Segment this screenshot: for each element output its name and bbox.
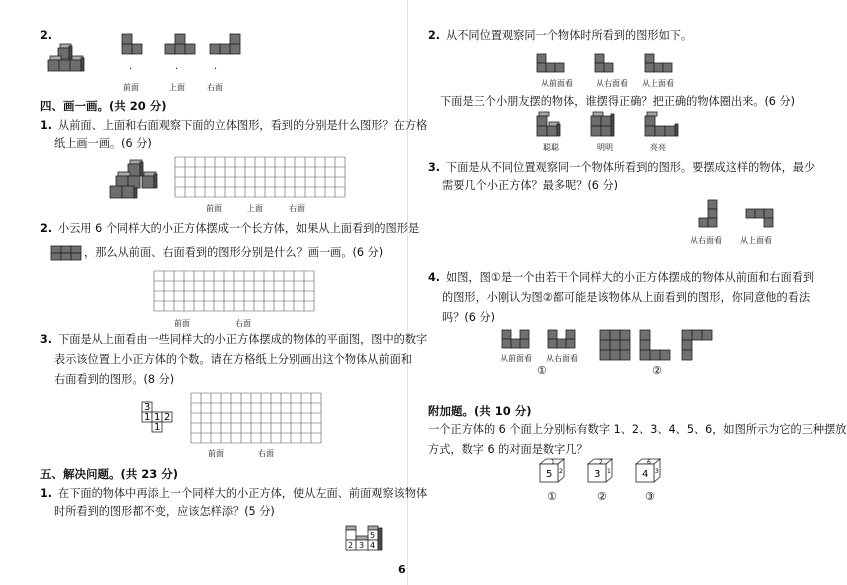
- left-q2-views: [120, 34, 250, 58]
- s4q1-solid: [108, 158, 162, 200]
- plan-cell: 1: [144, 412, 151, 423]
- plan-cell: 1: [154, 412, 161, 423]
- cube-number: 2: [348, 541, 354, 550]
- die-top-number: 2: [599, 459, 603, 466]
- label-front: 前面: [123, 83, 139, 92]
- s4q3-plan-view: [140, 400, 180, 436]
- r-q2-solids[interactable]: [535, 110, 685, 140]
- s4q1-grid-paper[interactable]: [174, 156, 346, 200]
- s4q1-line1: 1. 从前面、上面和右面观察下面的立体图形，看到的分别是什么图形？在方格: [40, 119, 428, 132]
- extra-heading: 附加题。(共 10 分): [428, 404, 532, 418]
- r-q4-line3: 吗？(6 分): [442, 311, 495, 324]
- s4q2-top-view: [50, 245, 84, 261]
- s4q2-line2: ，那么从前面、右面看到的图形分别是什么？画一画。(6 分): [84, 246, 384, 259]
- die-front-number: 5: [546, 469, 553, 480]
- r-q2-line2: 下面是三个小朋友摆的物体，谁摆得正确？把正确的物体圈出来。(6 分): [440, 95, 796, 108]
- worksheet-page: 2. · · · 前面 上面 右面 四、画一画。(共 20 分) 1. 从前面、上面和右面观察下面的立体图形，看到的分别是什么图形？在方格 纸上画一画。(6 分) 前面 上面 右面 2. 小云用 6 个同样大的小正方体摆成一个长方体，如果从上面看到的图形是 ，那么从前面、右面看到的图形分别是什么？画一画。(6 分) 前面 右面 3. 下面是从上面看由一些同样大的小正方体摆成的物体的平面图，图中的数字 表示该位置上小正方体的个数。请在方格纸上分别画出这个物体从前面和 右面看到的图形。(8 分) 3 1 1 2 1 前面 右面 五、解决问题。(共 23 分) 1. 在下面的物体中再添上一个同样大的小正方体，使从左面、前面观察该物体 时所看到的图形都不变，应该怎样添？(5 分) 2 3 4 5 2. 从不同位置观察同一个物体时所看到的图形如下。 从前面看 从右面看 从上面看 下面是三个小朋友摆的物体，谁摆得正确？把正确的物体圈出来。(6 分) 聪聪 明明 亮亮 3. 下面是从不同位置观察同一个物体所看到的图形。要摆成这样的物体，最少 需要几个小正方体？最多呢？(6 分) 从右面看 从上面看 4. 如图，图①是一个由若干个同样大的小正方体摆成的物体从前面和右面看到 的图形，小刚认为图②都可能是该物体从上面看到的图形，你同意他的看法 吗？(6 分) 从前面看 从右面看 ① ② 附加题。(共 10 分) 一个正方体的 6 个面上分别标有数字 1、2、3、4、5、6，如图所示为它的三种摆放 方式，数字 6 的对面是数字几？ 5 1 2 3 2 1 4 6 3 ① ② ③ 6: [0, 0, 800, 585]
- grid1-label-top: 上面: [247, 204, 263, 213]
- section-4-heading: 四、画一画。(共 20 分): [40, 99, 167, 113]
- dice-mark-1: ①: [547, 490, 557, 503]
- die-front-number: 4: [642, 469, 649, 480]
- die-top-number: 1: [551, 459, 555, 466]
- r-q3-line2: 需要几个小正方体？最多呢？(6 分): [442, 179, 619, 192]
- grid3-label-right: 右面: [258, 449, 274, 458]
- die-top-number: 6: [647, 459, 651, 466]
- kid-name: 亮亮: [650, 143, 666, 152]
- grid2-label-front: 前面: [174, 319, 190, 328]
- r-q2-views: [535, 52, 685, 76]
- figure-mark-1: ①: [537, 364, 547, 377]
- die-side-number: 1: [607, 468, 611, 475]
- extra-line2: 方式，数字 6 的对面是数字几？: [428, 443, 588, 456]
- die: [588, 459, 612, 482]
- view-label-top: 从上面看: [642, 79, 674, 88]
- r-q3-views: [698, 198, 788, 232]
- page-number: 6: [398, 563, 406, 576]
- s4q1-line2: 纸上画一画。(6 分): [54, 137, 152, 150]
- r-q2-line1: 2. 从不同位置观察同一个物体时所看到的图形如下。: [428, 29, 693, 42]
- s4q2-line1: 2. 小云用 6 个同样大的小正方体摆成一个长方体，如果从上面看到的图形是: [40, 222, 420, 235]
- s4q3-line1: 3. 下面是从上面看由一些同样大的小正方体摆成的物体的平面图，图中的数字: [40, 333, 428, 346]
- r-q4-line2: 的图形，小刚认为图②都可能是该物体从上面看到的图形，你同意他的看法: [442, 291, 811, 304]
- view-label-front: 从前面看: [541, 79, 573, 88]
- label-right: 右面: [207, 83, 223, 92]
- r-q4-figures: [500, 328, 740, 362]
- grid2-label-right: 右面: [235, 319, 251, 328]
- r-q4-line1: 4. 如图，图①是一个由若干个同样大的小正方体摆成的物体从前面和右面看到: [428, 271, 815, 284]
- left-q2-solid: [46, 40, 91, 76]
- s4q3-line3: 右面看到的图形。(8 分): [54, 373, 175, 386]
- dice-mark-2: ②: [597, 490, 607, 503]
- left-q2-number: 2.: [40, 29, 53, 42]
- section-5-heading: 五、解决问题。(共 23 分): [40, 467, 179, 481]
- s4q3-grid-paper[interactable]: [190, 392, 322, 444]
- q3-label-top: 从上面看: [740, 236, 772, 245]
- s4q3-line2: 表示该位置上小正方体的个数。请在方格纸上分别画出这个物体从前面和: [54, 353, 413, 366]
- die-side-number: 3: [655, 468, 659, 475]
- kid-name: 明明: [597, 143, 613, 152]
- s5q1-line2: 时所看到的图形都不变，应该怎样添？(5 分): [54, 505, 275, 518]
- die-front-number: 3: [594, 469, 601, 480]
- plan-cell: 3: [144, 402, 151, 413]
- die-side-number: 2: [559, 468, 563, 475]
- plan-cell: 2: [164, 412, 171, 423]
- figure-mark-2: ②: [652, 364, 662, 377]
- cube-number: 5: [370, 531, 376, 540]
- die: [636, 459, 660, 482]
- grid1-label-right: 右面: [289, 204, 305, 213]
- q4-label-front: 从前面看: [500, 354, 532, 363]
- view-label-right: 从右面看: [596, 79, 628, 88]
- q3-label-right: 从右面看: [690, 236, 722, 245]
- r-q3-line1: 3. 下面是从不同位置观察同一个物体所看到的图形。要摆成这样的物体，最少: [428, 161, 816, 174]
- grid1-label-front: 前面: [206, 204, 222, 213]
- plan-cell: 1: [154, 422, 161, 433]
- cube-number: 3: [359, 541, 365, 550]
- cube-number: 4: [370, 541, 376, 550]
- q4-label-right: 从右面看: [546, 354, 578, 363]
- die: [540, 459, 564, 482]
- grid3-label-front: 前面: [208, 449, 224, 458]
- extra-line1: 一个正方体的 6 个面上分别标有数字 1、2、3、4、5、6，如图所示为它的三种摆放: [428, 423, 847, 436]
- s5q1-solid: [344, 524, 386, 554]
- s5q1-line1: 1. 在下面的物体中再添上一个同样大的小正方体，使从左面、前面观察该物体: [40, 487, 428, 500]
- label-top: 上面: [169, 83, 185, 92]
- dice-mark-3: ③: [645, 490, 655, 503]
- dice-figures: [536, 458, 676, 492]
- s4q2-grid-paper[interactable]: [153, 270, 317, 314]
- kid-name: 聪聪: [543, 143, 559, 152]
